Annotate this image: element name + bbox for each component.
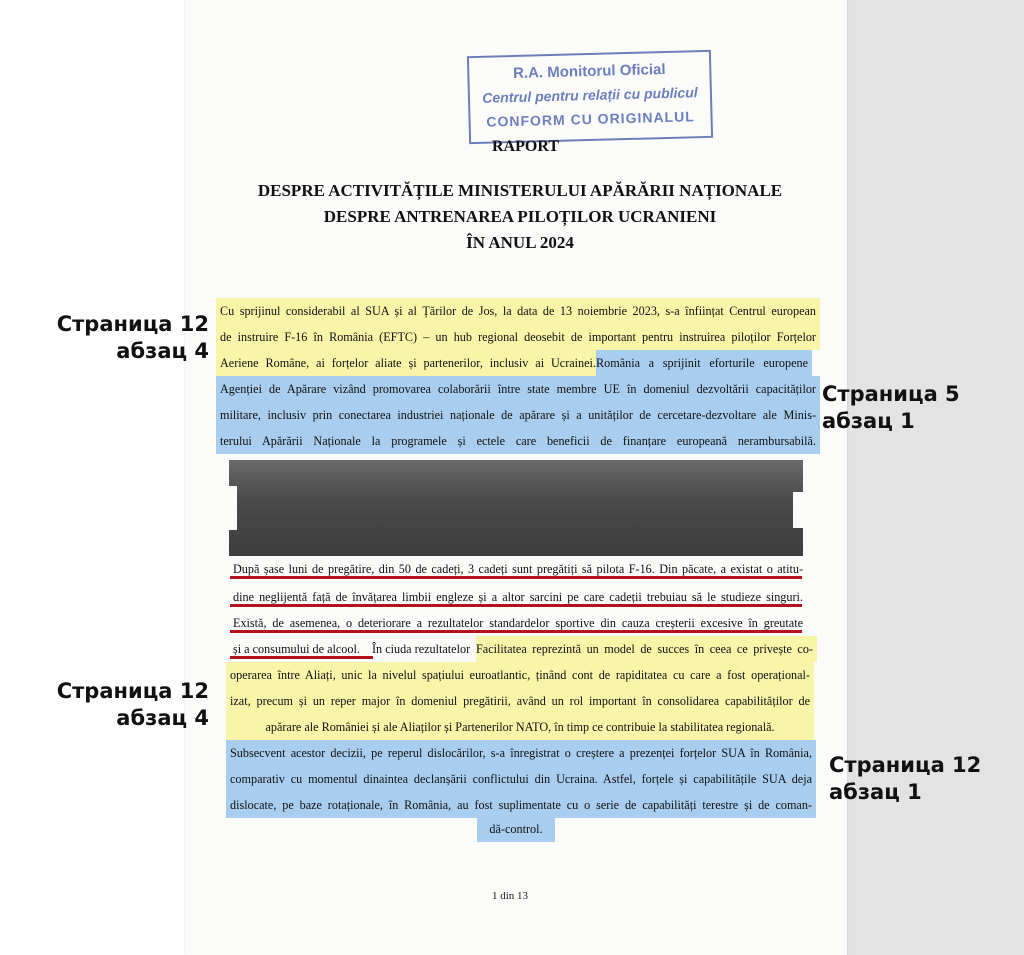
para4-line-3: apărare ale României și ale Aliaților și Partenerilor NATO, în timp ce contribuie la stabilitatea regională.	[226, 714, 814, 740]
para5-line-3: dislocate, pe baze rotaționale, în România, au fost suplimentate cu o serie de capabilități terestre și de coman-	[226, 792, 816, 818]
para1-line-3: Aeriene Române, ai forțelor aliate și partenerilor, inclusiv ai Ucrainei.	[216, 350, 596, 376]
doc-title-line-2: DESPRE ANTRENAREA PILOȚILOR UCRANIENI	[323, 207, 717, 226]
label-right-bottom-paragraph: абзац 1	[829, 780, 922, 804]
para1-line-2: de instruire F-16 în România (EFTC) – un hub regional deosebit de important pentru instruirea piloților Forțelor	[216, 324, 820, 350]
label-right-mid-page: Страница 5	[822, 382, 960, 406]
para4-line-2: izat, precum și un reper major în domeniul pregătirii, având un rol important în consolidarea capabilităților de	[226, 688, 814, 714]
para3-line-3: Există, de asemenea, o deteriorare a rezultatelor standardelor sportive din cauza creșterii excesive în greutate	[233, 616, 803, 630]
label-left-bottom-page: Страница 12	[56, 679, 209, 703]
para4-line-1: operarea între Aliați, unic la nivelul spațiului euroatlantic, ținând cont de rapiditatea cu care a fost operațional-	[226, 662, 814, 688]
label-right-mid-paragraph: абзац 1	[822, 409, 915, 433]
para3-line-4: și a consumului de alcool.	[233, 642, 360, 656]
page-number: 1 din 13	[491, 890, 529, 902]
redaction-notch-right	[793, 492, 805, 528]
para4-start: Facilitatea reprezintă un model de succes în ceea ce privește co-	[476, 636, 817, 662]
para2-line-2: militare, inclusiv prin conectarea industriei naționale de apărare și a unităților de cercetare-dezvoltare ale Minis-	[216, 402, 820, 428]
para3-line-1: După șase luni de pregătire, din 50 de cadeți, 3 cadeți sunt pregătiți să pilota F-16. Din păcate, a existat o atitu-	[233, 562, 803, 576]
raport-heading: RAPORT	[492, 138, 559, 155]
doc-title-line-3: ÎN ANUL 2024	[466, 233, 574, 252]
para5-line-1: Subsecvent acestor decizii, pe reperul dislocărilor, s-a înregistrat o creștere a prezenței forțelor SUA în România,	[226, 740, 816, 766]
para1-line-1: Cu sprijinul considerabil al SUA și al Țărilor de Jos, la data de 13 noiembrie 2023, s-a înființat Centrul european	[216, 298, 820, 324]
doc-title-line-1: DESPRE ACTIVITĂȚILE MINISTERULUI APĂRĂRII NAȚIONALE	[257, 181, 783, 200]
left-margin	[0, 0, 185, 955]
stamp-line-1: R.A. Monitorul Oficial	[512, 61, 666, 83]
red-underline-1	[230, 576, 802, 579]
red-underline-3	[230, 630, 802, 633]
para3-line-4-rest: În ciuda rezultatelor	[372, 642, 471, 656]
label-left-top-paragraph: абзац 4	[116, 339, 209, 363]
official-stamp	[467, 50, 713, 144]
stamp-line-2: Centrul pentru relații cu publicul	[482, 84, 698, 106]
label-left-top-page: Страница 12	[56, 312, 209, 336]
label-left-bottom-paragraph: абзац 4	[116, 706, 209, 730]
red-underline-2	[230, 604, 802, 607]
para3-line-2: dine neglijentă față de învățarea limbii engleze și a altor sarcini pe care cadeții trebuiau să le studieze singuri.	[233, 590, 803, 604]
redacted-block	[229, 460, 803, 556]
red-underline-4	[230, 656, 373, 659]
para2-line-1: Agenției de Apărare vizând promovarea colaborării între state membre UE în domeniul dezvoltării capacităților	[216, 376, 820, 402]
label-right-bottom-page: Страница 12	[829, 753, 982, 777]
para5-line-2: comparativ cu momentul dinaintea declanșării conflictului din Ucraina. Astfel, forțele și capabilitățile SUA deja	[226, 766, 816, 792]
redaction-notch-left	[227, 486, 237, 530]
stamp-line-3: CONFORM CU ORIGINALUL	[486, 108, 695, 130]
para2-line-3: terului Apărării Naționale la programele și ectele care beneficii de finanțare europeană nerambursabilă.	[216, 428, 820, 454]
para5-line-4: dă-control.	[477, 816, 555, 842]
para2-start: România a sprijinit eforturile europene	[596, 350, 812, 376]
